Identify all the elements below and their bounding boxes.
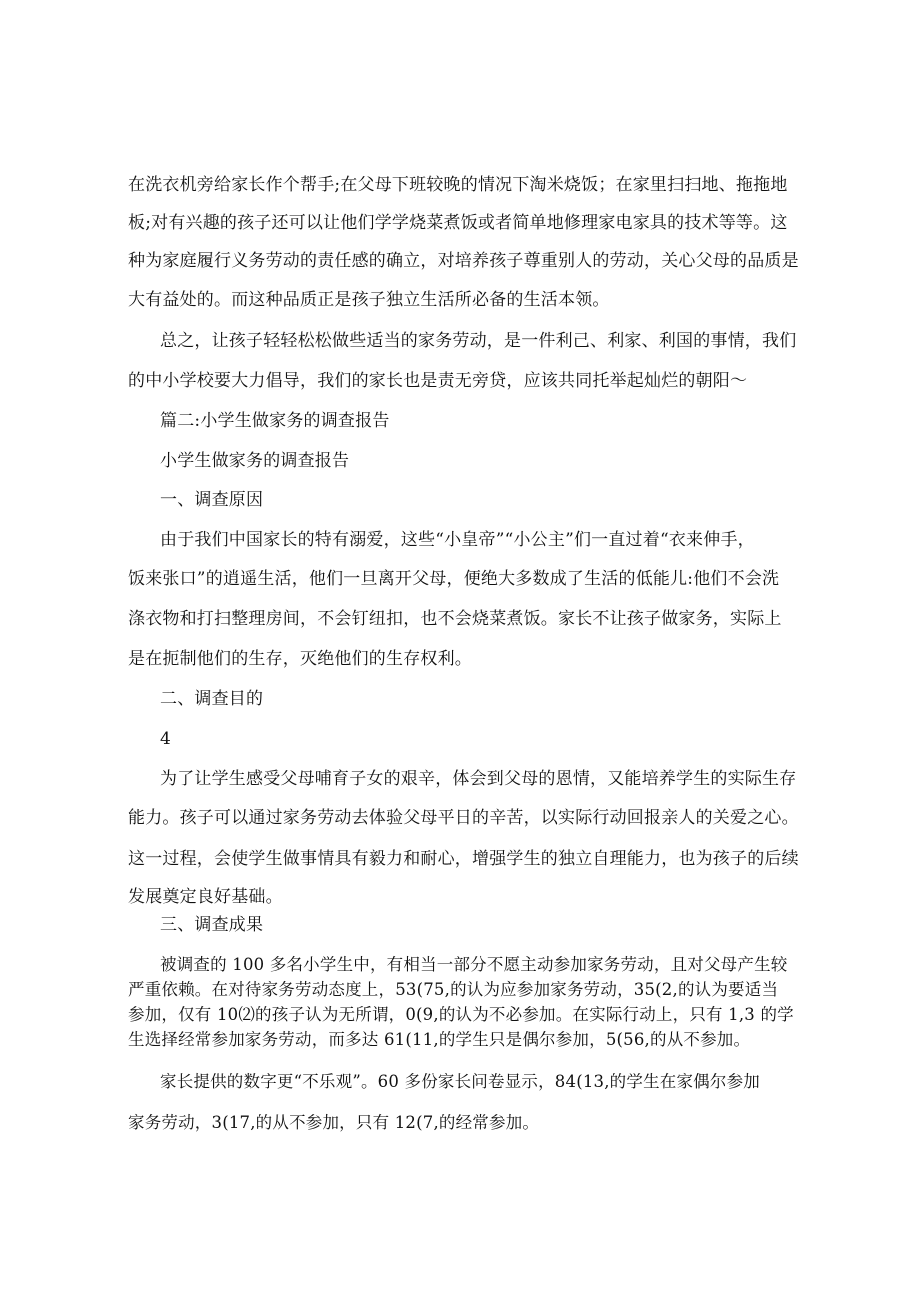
- text-line: 生选择经常参加家务劳动，而多达 61(11,的学生只是偶尔参加，5(56,的从不参加。: [128, 1030, 751, 1049]
- text-line: 这一过程，会使学生做事情具有毅力和耐心，增强学生的独立自理能力，也为孩子的后续: [128, 849, 799, 869]
- text-line: 能力。孩子可以通过家务劳动去体验父母平日的辛苦，以实际行动回报亲人的关爱之心。: [128, 808, 799, 828]
- text-line: 家务劳动，3(17,的从不参加，只有 12(7,的经常参加。: [128, 1113, 540, 1132]
- text-line: 在洗衣机旁给家长作个帮手;在父母下班较晚的情况下淘米烧饭；在家里扫扫地、拖拖地: [128, 175, 788, 195]
- text-line: 参加，仅有 10⑵的孩子认为无所谓，0(9,的认为不必参加。在实际行动上，只有 1,3 的学: [128, 1005, 794, 1024]
- text-line: 为了让学生感受父母哺育子女的艰辛，体会到父母的恩情，又能培养学生的实际生存: [160, 769, 797, 789]
- section-heading-purpose: 二、调查目的: [160, 689, 264, 709]
- text-line: 被调查的 100 多名小学生中，有相当一部分不愿主动参加家务劳动，且对父母产生较: [160, 955, 788, 974]
- text-line: 家长提供的数字更“不乐观”。60 多份家长问卷显示，84(13,的学生在家偶尔参加: [160, 1072, 760, 1091]
- text-line: 板;对有兴趣的孩子还可以让他们学学烧菜煮饭或者简单地修理家电家具的技术等等。这: [128, 213, 788, 233]
- text-line: 涤衣物和打扫整理房间，不会钉纽扣，也不会烧菜煮饭。家长不让孩子做家务，实际上: [128, 609, 782, 629]
- section-heading-reason: 一、调查原因: [160, 490, 264, 510]
- article-heading: 篇二:小学生做家务的调查报告: [160, 411, 390, 431]
- text-line: 饭来张口”的逍遥生活，他们一旦离开父母，便绝大多数成了生活的低能儿:他们不会洗: [128, 569, 780, 589]
- text-line: 大有益处的。而这种品质正是孩子独立生活所必备的生活本领。: [128, 290, 610, 310]
- text-line: 严重依赖。在对待家务劳动态度上，53(75,的认为应参加家务劳动，35(2,的认为要适当: [128, 980, 779, 999]
- section-heading-results: 三、调查成果: [160, 915, 264, 935]
- report-title: 小学生做家务的调查报告: [160, 451, 350, 471]
- text-line: 是在扼制他们的生存，灭绝他们的生存权利。: [128, 649, 472, 669]
- text-line: 种为家庭履行义务劳动的责任感的确立，对培养孩子尊重别人的劳动，关心父母的品质是: [128, 251, 799, 271]
- text-line: 发展奠定良好基础。: [128, 887, 283, 907]
- text-line: 由于我们中国家长的特有溺爱，这些“小皇帝”“小公主”们一直过着“衣来伸手，: [160, 530, 755, 550]
- page-number: 4: [160, 729, 172, 749]
- text-line: 的中小学校要大力倡导，我们的家长也是责无旁贷，应该共同托举起灿烂的朝阳～: [128, 371, 748, 391]
- text-line: 总之，让孩子轻轻松松做些适当的家务劳动，是一件利己、利家、利国的事情，我们: [160, 331, 797, 351]
